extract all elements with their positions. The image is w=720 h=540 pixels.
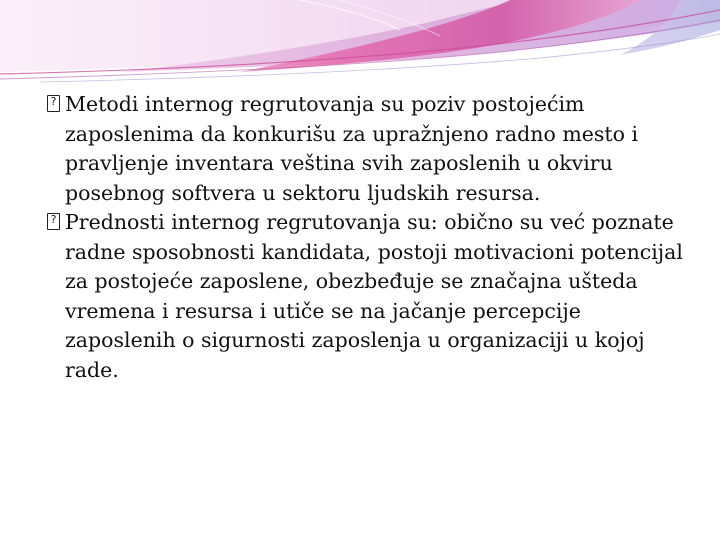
bullet-item bbox=[47, 208, 687, 385]
decorative-header-wave bbox=[0, 0, 720, 90]
bullet-item bbox=[47, 90, 687, 208]
slide-body bbox=[47, 90, 687, 385]
missing-glyph-box-icon bbox=[47, 213, 60, 230]
bullet-text: Metodi internog regrutovanja su poziv postojećim zaposlenima da konkurišu za upražnjeno radno mesto i pravljenje inventara veština svih zaposlenih u okviru posebnog softvera u sektoru ljudskih resursa. bbox=[65, 92, 639, 205]
missing-glyph-box-icon bbox=[47, 95, 60, 112]
bullet-text: Prednosti internog regrutovanja su: obično su već poznate radne sposobnosti kandidata, postoji motivacioni potencijal za postojeće zaposlene, obezbeđuje se značajna ušteda vremena i resursa i utiče se na jačanje percepcije zaposlenih o sigurnosti zaposlenja u organizaciji u kojoj rade. bbox=[65, 210, 683, 382]
